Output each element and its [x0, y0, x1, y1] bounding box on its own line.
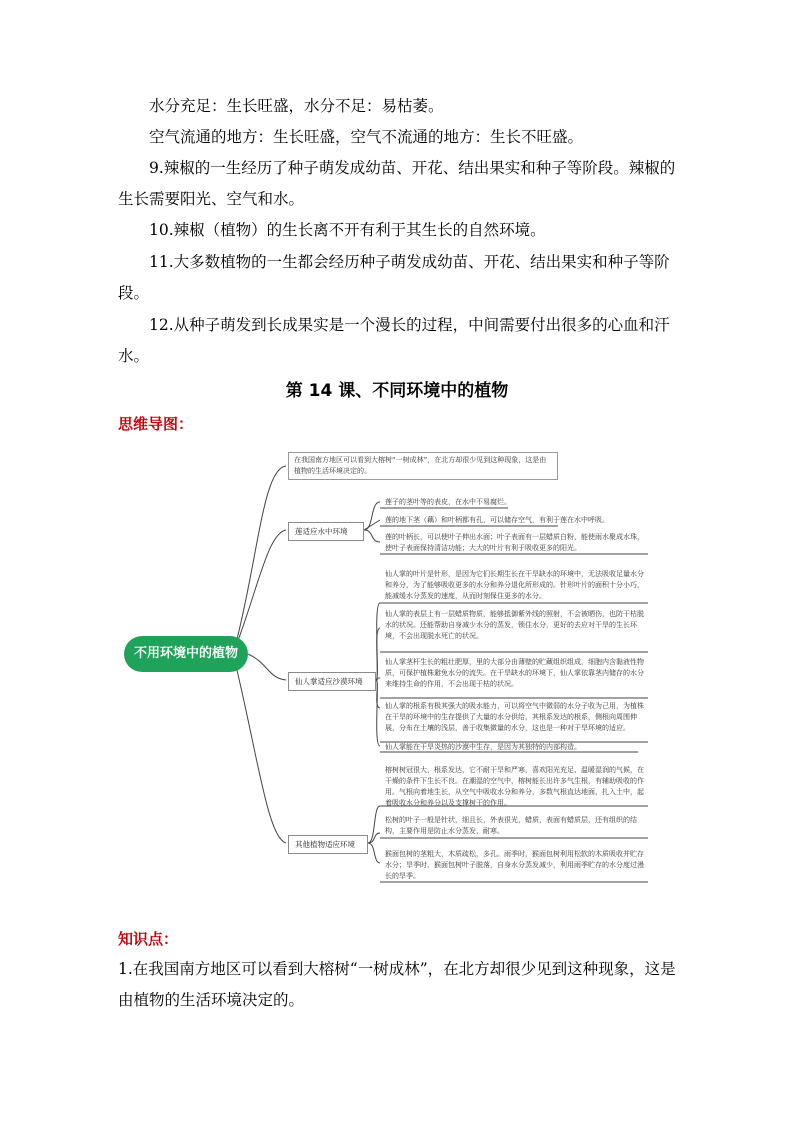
leaf-node: 猴面包树的茎粗大，木质疏松，多孔。雨季时，猴面包树利用松软的木质吸收并贮存水分；旱季时，猴面包树叶子脱落，自身水分蒸发减少，利用雨季贮存的水分度过漫长的旱季。 [385, 850, 644, 880]
mindmap-top-note: 在我国南方地区可以看到大榕树“一树成林”，在北方却很少见到这种现象，这是由植物的生活环境决定的。 [288, 452, 558, 480]
connector-branch-cactus [248, 654, 286, 680]
mindmap-root: 不用环境中的植物 [124, 636, 248, 672]
connector-branch-lotus [236, 530, 286, 646]
leaf-node: 莲的叶柄长，可以使叶子伸出水面；叶子表面有一层蜡质白粉，能使雨水聚成水珠，使叶子表面保持清洁功能；大大的叶片有利于吸收更多的阳光。 [385, 533, 644, 552]
text-paragraph: 9.辣椒的一生经历了种子萌发成幼苗、开花、结出果实和种子等阶段。辣椒的生长需要阳光、空气和水。 [118, 159, 676, 208]
connector-branch-other [236, 666, 286, 843]
connector-top-note [236, 466, 286, 643]
branch-cactus: 仙人掌适应沙漠环境 [288, 672, 376, 691]
text-paragraph: 10.辣椒（植物）的生长离不开有利于其生长的自然环境。 [149, 221, 546, 239]
leaf-node: 仙人掌能在干旱炎热的沙漠中生存，是因为其独特的内部构造。 [385, 743, 581, 751]
leaf-node: 莲的地下茎（藕）和叶柄都有孔，可以储存空气，有利于莲在水中呼吸。 [385, 516, 609, 524]
mind-map [118, 438, 678, 888]
text-paragraph: 12.从种子萌发到长成果实是一个漫长的过程，中间需要付出很多的心血和汗水。 [118, 316, 670, 365]
leaf-node: 仙人掌的根系有极其强大的吸水能力，可以将空气中微弱的水分子收为己用，为植株在干旱的环境中的生存提供了大量的水分供给，其根系发达的根系，侧根向周围伸展，分布在土壤的浅层，善于收集微量的水分，这也是一种对干旱环境的适应。 [385, 702, 644, 732]
branch-lotus: 莲适应水中环境 [288, 522, 364, 541]
leaf-node: 仙人掌茎杆生长的粗壮肥厚，里的大部分由薄壁的贮藏组织组成，细胞内含黏液性物质，可保护植株避免水分的流失。在干旱缺水的环境下，仙人掌依靠茎内储存的水分来维持生命的作用，不会出现干枯的状况。 [385, 658, 644, 688]
mindmap-heading: 思维导图： [118, 415, 194, 433]
knowledge-point: 1.在我国南方地区可以看到大榕树“一树成林”，在北方却很少见到这种现象，这是由植物的生活环境决定的。 [118, 960, 676, 1009]
leaf-node: 仙人掌的叶片是针形，是因为它们长期生长在干旱缺水的环境中，无法吸收足量水分和养分，为了能够吸收更多的水分和养分退化所形成的。针形叶片的面积十分小巧，能减缓水分蒸发的速度，从而时刻保住更多的水分。 [385, 570, 644, 600]
leaf-node: 仙人掌的表层上有一层蜡质物质，能够抵御紫外线的照射，不会被晒伤，也防干枯脱水的状况。还能帮助自身减少水分的蒸发，锁住水分，更好的去应对干旱的生长环境，不会出现脱水死亡的状况。 [385, 610, 644, 640]
leaf-node: 莲子的茎叶等的表皮，在水中不易腐烂。 [385, 498, 511, 506]
leaf-node: 榕树树冠很大，根系发达，它不耐干旱和严寒，喜欢阳光充足、温暖湿润的气候，在干燥的条件下生长不良。在潮湿的空气中，榕树能长出许多气生根，有辅助吸收的作用。气根向着地生长，从空气中吸收水分和养分，多数气根直达地面，扎入土中，起着吸收水分和养分以及支撑树干的作用。 [385, 766, 644, 807]
leaf-node: 松树的叶子一般是针状，细且长，外表很光，蜡质，表面有蜡质层，还有组织的结构，主要作用是防止水分蒸发，耐寒。 [385, 816, 637, 835]
text-line: 空气流通的地方：生长旺盛，空气不流通的地方：生长不旺盛。 [149, 128, 584, 146]
lesson-title: 第 14 课、不同环境中的植物 [285, 381, 509, 401]
branch-other-plants: 其他植物适应环境 [288, 835, 368, 854]
text-paragraph: 11.大多数植物的一生都会经历种子萌发成幼苗、开花、结出果实和种子等阶段。 [118, 253, 670, 302]
text-line: 水分充足：生长旺盛，水分不足：易枯萎。 [149, 97, 444, 115]
knowledge-heading: 知识点： [118, 930, 179, 948]
